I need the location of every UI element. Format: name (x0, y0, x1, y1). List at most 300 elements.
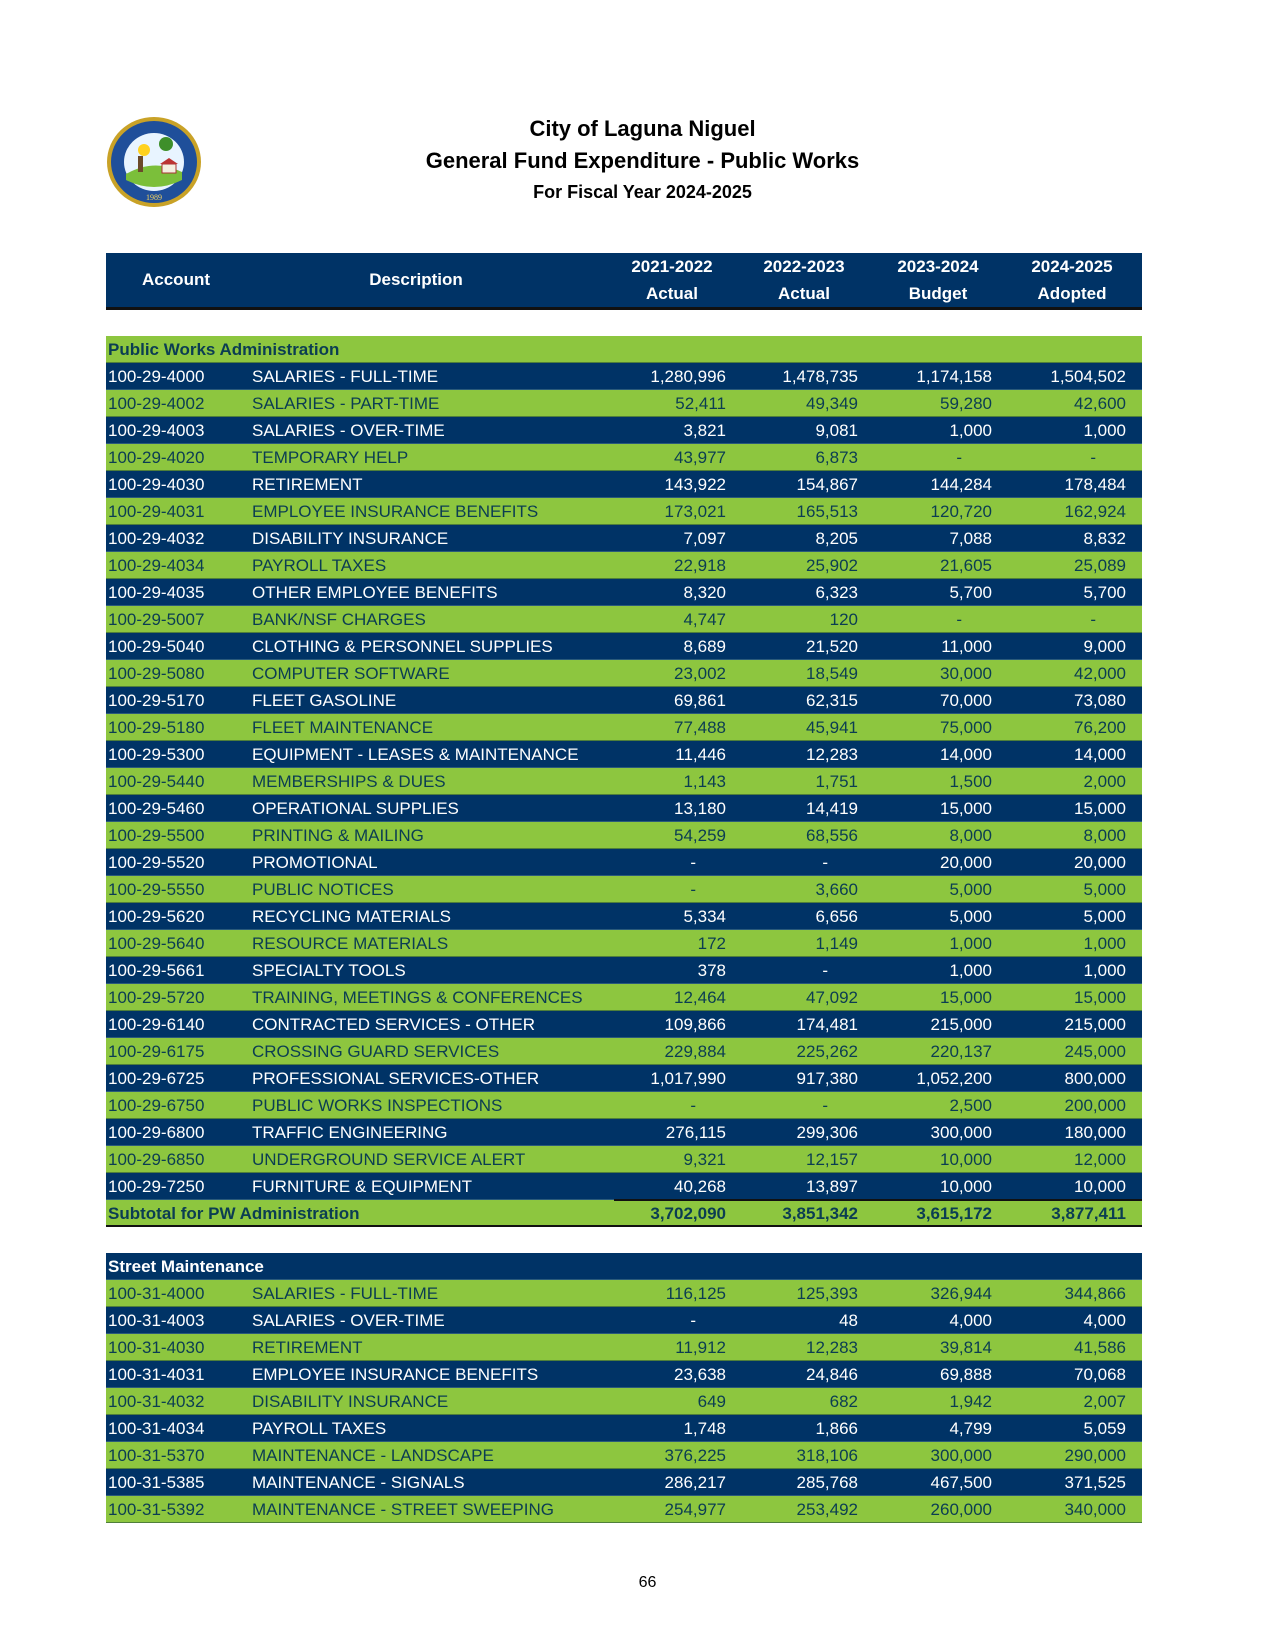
actual-2022-2023-value: 6,873 (815, 448, 858, 467)
col-description: Description (369, 270, 463, 289)
adopted-2024-2025-value: 5,000 (1083, 880, 1126, 899)
adopted-2024-2025-value: 8,000 (1083, 826, 1126, 845)
budget-2023-2024-value: 467,500 (930, 1473, 992, 1492)
table-row (106, 1334, 1142, 1361)
account-description: PUBLIC WORKS INSPECTIONS (252, 1096, 503, 1115)
budget-2023-2024-value: 260,000 (930, 1500, 992, 1519)
adopted-2024-2025-value: 178,484 (1064, 475, 1126, 494)
actual-2021-2022-value: 77,488 (674, 718, 726, 737)
account-number: 100-29-5180 (108, 718, 205, 737)
actual-2022-2023-value: 62,315 (806, 691, 858, 710)
account-number: 100-29-5640 (108, 934, 205, 953)
actual-2022-2023-value: 1,478,735 (782, 367, 858, 386)
adopted-2024-2025-value: 76,200 (1074, 718, 1126, 737)
spacer (106, 310, 1142, 336)
budget-2023-2024-value: 4,799 (949, 1419, 992, 1438)
budget-2023-2024-value: 15,000 (940, 799, 992, 818)
col-2023-2024: 2023-2024 Budget (897, 257, 979, 303)
budget-2023-2024-value: 1,000 (949, 421, 992, 440)
actual-2022-2023-value: - (822, 1096, 828, 1115)
actual-2021-2022-value: 7,097 (683, 529, 726, 548)
adopted-2024-2025-value: 2,000 (1083, 772, 1126, 791)
account-number: 100-31-4030 (108, 1338, 205, 1357)
table-row (106, 1496, 1142, 1523)
subtotal-value: 3,877,411 (1051, 1204, 1126, 1223)
budget-2023-2024-value: 10,000 (940, 1177, 992, 1196)
account-description: TRAINING, MEETINGS & CONFERENCES (252, 988, 583, 1007)
adopted-2024-2025-value: 12,000 (1074, 1150, 1126, 1169)
account-description: OTHER EMPLOYEE BENEFITS (252, 583, 498, 602)
account-number: 100-31-4003 (108, 1311, 205, 1330)
account-description: RETIREMENT (252, 475, 363, 494)
actual-2021-2022-value: 23,638 (674, 1365, 726, 1384)
table-row (106, 1307, 1142, 1334)
account-description: CROSSING GUARD SERVICES (252, 1042, 500, 1061)
table-row (106, 1388, 1142, 1415)
account-number: 100-29-5550 (108, 880, 205, 899)
actual-2022-2023-value: 1,149 (815, 934, 858, 953)
table-row (106, 1361, 1142, 1388)
account-description: OPERATIONAL SUPPLIES (252, 799, 459, 818)
adopted-2024-2025-value: 5,000 (1083, 907, 1126, 926)
actual-2021-2022-value: 173,021 (664, 502, 726, 521)
account-description: PROFESSIONAL SERVICES-OTHER (252, 1069, 540, 1088)
actual-2021-2022-value: - (690, 1311, 696, 1330)
adopted-2024-2025-value: 290,000 (1064, 1446, 1126, 1465)
actual-2021-2022-value: 4,747 (683, 610, 726, 629)
adopted-2024-2025-value: 15,000 (1074, 988, 1126, 1007)
actual-2021-2022-value: 376,225 (664, 1446, 726, 1465)
account-number: 100-31-4000 (108, 1284, 205, 1303)
actual-2021-2022-value: 13,180 (674, 799, 726, 818)
table-row (106, 363, 1142, 390)
actual-2022-2023-value: 285,768 (796, 1473, 858, 1492)
adopted-2024-2025-value: 10,000 (1074, 1177, 1126, 1196)
actual-2022-2023-value: 47,092 (806, 988, 858, 1007)
budget-2023-2024-value: 75,000 (940, 718, 992, 737)
account-description: RESOURCE MATERIALS (252, 934, 449, 953)
actual-2021-2022-value: 8,320 (683, 583, 726, 602)
account-description: EMPLOYEE INSURANCE BENEFITS (252, 502, 539, 521)
budget-2023-2024-value: - (956, 448, 962, 467)
account-number: 100-31-4031 (108, 1365, 205, 1384)
account-description: SALARIES - PART-TIME (252, 394, 440, 413)
adopted-2024-2025-value: 42,600 (1074, 394, 1126, 413)
subtotal-label: Subtotal for PW Administration (108, 1204, 360, 1223)
table-row (106, 768, 1142, 795)
adopted-2024-2025-value: 200,000 (1064, 1096, 1126, 1115)
account-number: 100-31-5370 (108, 1446, 205, 1465)
account-number: 100-29-6850 (108, 1150, 205, 1169)
table-row (106, 714, 1142, 741)
table-row (106, 1442, 1142, 1469)
actual-2021-2022-value: 43,977 (674, 448, 726, 467)
expenditure-table (106, 253, 1142, 1523)
account-description: FURNITURE & EQUIPMENT (252, 1177, 473, 1196)
account-description: DISABILITY INSURANCE (252, 1392, 449, 1411)
adopted-2024-2025-value: 25,089 (1074, 556, 1126, 575)
budget-2023-2024-value: 14,000 (940, 745, 992, 764)
budget-2023-2024-value: 8,000 (949, 826, 992, 845)
adopted-2024-2025-value: 2,007 (1083, 1392, 1126, 1411)
actual-2022-2023-value: 253,492 (796, 1500, 858, 1519)
account-description: MAINTENANCE - LANDSCAPE (252, 1446, 494, 1465)
actual-2022-2023-value: 6,323 (815, 583, 858, 602)
account-description: FLEET MAINTENANCE (252, 718, 434, 737)
table-body (106, 336, 1142, 1523)
page-number: 66 (638, 1574, 657, 1591)
table-header (106, 253, 1142, 310)
adopted-2024-2025-value: 15,000 (1074, 799, 1126, 818)
table-row (106, 930, 1142, 957)
section-title: Street Maintenance (106, 1253, 1142, 1280)
table-row (106, 1038, 1142, 1065)
adopted-2024-2025-value: 215,000 (1064, 1015, 1126, 1034)
table-row (106, 795, 1142, 822)
table-row (106, 633, 1142, 660)
adopted-2024-2025-value: 1,000 (1083, 961, 1126, 980)
actual-2022-2023-value: 13,897 (806, 1177, 858, 1196)
account-number: 100-29-4031 (108, 502, 205, 521)
actual-2022-2023-value: 9,081 (815, 421, 858, 440)
account-description: COMPUTER SOFTWARE (252, 664, 450, 683)
account-number: 100-29-4032 (108, 529, 205, 548)
actual-2022-2023-value: 6,656 (815, 907, 858, 926)
account-number: 100-29-5040 (108, 637, 205, 656)
actual-2021-2022-value: 5,334 (683, 907, 726, 926)
budget-2023-2024-value: 5,000 (949, 907, 992, 926)
account-number: 100-29-5661 (108, 961, 205, 980)
actual-2022-2023-value: 48 (839, 1311, 858, 1330)
account-number: 100-29-5440 (108, 772, 205, 791)
actual-2021-2022-value: 11,446 (675, 745, 726, 764)
table-row (106, 525, 1142, 552)
adopted-2024-2025-value: 1,000 (1083, 934, 1126, 953)
actual-2022-2023-value: 120 (829, 610, 858, 629)
adopted-2024-2025-value: 20,000 (1074, 853, 1126, 872)
account-description: RETIREMENT (252, 1338, 363, 1357)
col-account: Account (142, 270, 210, 289)
adopted-2024-2025-value: 344,866 (1064, 1284, 1126, 1303)
actual-2022-2023-value: 8,205 (815, 529, 858, 548)
adopted-2024-2025-value: 5,059 (1083, 1419, 1126, 1438)
table-row (106, 741, 1142, 768)
subtotal-value: 3,851,342 (782, 1204, 858, 1223)
actual-2021-2022-value: 254,977 (664, 1500, 726, 1519)
account-description: EQUIPMENT - LEASES & MAINTENANCE (252, 745, 579, 764)
table-row (106, 687, 1142, 714)
account-description: CONTRACTED SERVICES - OTHER (252, 1015, 536, 1034)
actual-2021-2022-value: 286,217 (664, 1473, 726, 1492)
budget-2023-2024-value: 5,000 (949, 880, 992, 899)
account-number: 100-29-5080 (108, 664, 205, 683)
budget-2023-2024-value: 1,500 (949, 772, 992, 791)
actual-2021-2022-value: 8,689 (683, 637, 726, 656)
account-number: 100-29-4002 (108, 394, 205, 413)
actual-2021-2022-value: 52,411 (675, 394, 726, 413)
account-description: EMPLOYEE INSURANCE BENEFITS (252, 1365, 539, 1384)
table-row (106, 1173, 1142, 1200)
budget-2023-2024-value: 69,888 (940, 1365, 992, 1384)
account-description: SALARIES - OVER-TIME (252, 421, 445, 440)
adopted-2024-2025-value: 371,525 (1064, 1473, 1126, 1492)
adopted-2024-2025-value: 245,000 (1064, 1042, 1126, 1061)
account-number: 100-29-5520 (108, 853, 205, 872)
actual-2021-2022-value: - (690, 1096, 696, 1115)
account-number: 100-29-6725 (108, 1069, 205, 1088)
table-row (106, 903, 1142, 930)
adopted-2024-2025-value: 73,080 (1074, 691, 1126, 710)
actual-2022-2023-value: 3,660 (815, 880, 858, 899)
adopted-2024-2025-value: 14,000 (1074, 745, 1126, 764)
account-number: 100-29-4020 (108, 448, 205, 467)
table-row (106, 1469, 1142, 1496)
adopted-2024-2025-value: 5,700 (1083, 583, 1126, 602)
svg-text:1989: 1989 (146, 193, 162, 202)
actual-2021-2022-value: 649 (697, 1392, 726, 1411)
budget-2023-2024-value: 5,700 (949, 583, 992, 602)
actual-2022-2023-value: 25,902 (806, 556, 858, 575)
adopted-2024-2025-value: - (1090, 448, 1096, 467)
table-row (106, 1415, 1142, 1442)
actual-2021-2022-value: 143,922 (664, 475, 726, 494)
table-row (106, 417, 1142, 444)
budget-2023-2024-value: 21,605 (940, 556, 992, 575)
budget-2023-2024-value: 1,052,200 (916, 1069, 992, 1088)
budget-2023-2024-value: 15,000 (940, 988, 992, 1007)
actual-2022-2023-value: 49,349 (806, 394, 858, 413)
subtotal-value: 3,615,172 (916, 1204, 992, 1223)
account-number: 100-29-6800 (108, 1123, 205, 1142)
actual-2021-2022-value: 12,464 (674, 988, 726, 1007)
actual-2022-2023-value: 174,481 (796, 1015, 858, 1034)
account-description: PAYROLL TAXES (252, 1419, 387, 1438)
actual-2022-2023-value: 21,520 (806, 637, 858, 656)
adopted-2024-2025-value: 1,000 (1083, 421, 1126, 440)
account-description: PRINTING & MAILING (252, 826, 424, 845)
actual-2021-2022-value: - (690, 853, 696, 872)
account-number: 100-31-5392 (108, 1500, 205, 1519)
actual-2021-2022-value: 1,280,996 (650, 367, 726, 386)
budget-2023-2024-value: 39,814 (940, 1338, 992, 1357)
table-row (106, 498, 1142, 525)
table-row (106, 876, 1142, 903)
table-row (106, 471, 1142, 498)
account-description: DISABILITY INSURANCE (252, 529, 449, 548)
subtotal-value: 3,702,090 (650, 1204, 726, 1223)
account-description: BANK/NSF CHARGES (252, 610, 426, 629)
adopted-2024-2025-value: 41,586 (1074, 1338, 1126, 1357)
actual-2021-2022-value: 1,748 (683, 1419, 726, 1438)
actual-2021-2022-value: 276,115 (665, 1123, 726, 1142)
budget-2023-2024-value: 300,000 (930, 1123, 992, 1142)
table-row (106, 660, 1142, 687)
budget-2023-2024-value: 1,174,158 (916, 367, 992, 386)
account-description: TRAFFIC ENGINEERING (252, 1123, 448, 1142)
adopted-2024-2025-value: 162,924 (1064, 502, 1126, 521)
subtotal-row (106, 1200, 1142, 1227)
adopted-2024-2025-value: 180,000 (1064, 1123, 1126, 1142)
actual-2022-2023-value: 917,380 (796, 1069, 858, 1088)
account-number: 100-31-4032 (108, 1392, 205, 1411)
account-number: 100-31-5385 (108, 1473, 205, 1492)
adopted-2024-2025-value: - (1090, 610, 1096, 629)
adopted-2024-2025-value: 4,000 (1083, 1311, 1126, 1330)
budget-2023-2024-value: 20,000 (940, 853, 992, 872)
actual-2022-2023-value: 125,393 (796, 1284, 858, 1303)
budget-2023-2024-value: 30,000 (940, 664, 992, 683)
table-row (106, 390, 1142, 417)
budget-2023-2024-value: - (956, 610, 962, 629)
table-row (106, 984, 1142, 1011)
actual-2021-2022-value: 172 (697, 934, 726, 953)
account-number: 100-29-4035 (108, 583, 205, 602)
account-number: 100-29-5500 (108, 826, 205, 845)
adopted-2024-2025-value: 42,000 (1074, 664, 1126, 683)
actual-2022-2023-value: 154,867 (796, 475, 858, 494)
actual-2022-2023-value: 318,106 (796, 1446, 858, 1465)
account-description: SALARIES - OVER-TIME (252, 1311, 445, 1330)
account-number: 100-29-7250 (108, 1177, 205, 1196)
fiscal-year: For Fiscal Year 2024-2025 (533, 182, 752, 202)
actual-2021-2022-value: 1,143 (683, 772, 726, 791)
page-header (0, 113, 1275, 207)
actual-2022-2023-value: 165,513 (796, 502, 858, 521)
account-description: SPECIALTY TOOLS (252, 961, 406, 980)
account-number: 100-29-5300 (108, 745, 205, 764)
actual-2022-2023-value: 12,283 (806, 1338, 858, 1357)
account-description: TEMPORARY HELP (252, 448, 409, 467)
budget-2023-2024-value: 326,944 (930, 1284, 992, 1303)
account-description: PROMOTIONAL (252, 853, 378, 872)
budget-2023-2024-value: 7,088 (949, 529, 992, 548)
actual-2022-2023-value: 14,419 (806, 799, 858, 818)
account-number: 100-29-4030 (108, 475, 205, 494)
table-row (106, 822, 1142, 849)
adopted-2024-2025-value: 70,068 (1074, 1365, 1126, 1384)
table-row (106, 849, 1142, 876)
actual-2021-2022-value: - (690, 880, 696, 899)
actual-2022-2023-value: 1,866 (815, 1419, 858, 1438)
col-2024-2025: 2024-2025 Adopted (1031, 257, 1113, 303)
table-row (106, 1119, 1142, 1146)
budget-2023-2024-value: 1,000 (949, 961, 992, 980)
actual-2022-2023-value: 45,941 (806, 718, 858, 737)
account-number: 100-29-4000 (108, 367, 205, 386)
account-description: PAYROLL TAXES (252, 556, 387, 575)
actual-2021-2022-value: 229,884 (664, 1042, 726, 1061)
account-description: RECYCLING MATERIALS (252, 907, 452, 926)
budget-2023-2024-value: 215,000 (930, 1015, 992, 1034)
account-number: 100-29-5720 (108, 988, 205, 1007)
col-2022-2023: 2022-2023 Actual (763, 257, 845, 303)
account-number: 100-29-5007 (108, 610, 205, 629)
account-number: 100-29-4034 (108, 556, 205, 575)
adopted-2024-2025-value: 8,832 (1083, 529, 1126, 548)
account-description: SALARIES - FULL-TIME (252, 367, 439, 386)
budget-2023-2024-value: 4,000 (949, 1311, 992, 1330)
table-row (106, 552, 1142, 579)
budget-2023-2024-value: 144,284 (930, 475, 992, 494)
account-number: 100-29-5170 (108, 691, 205, 710)
table-row (106, 1280, 1142, 1307)
city-name: City of Laguna Niguel (529, 116, 756, 141)
account-description: UNDERGROUND SERVICE ALERT (252, 1150, 526, 1169)
section-spacer (106, 1227, 1142, 1253)
actual-2021-2022-value: 378 (697, 961, 726, 980)
actual-2022-2023-value: 24,846 (806, 1365, 858, 1384)
table-row (106, 579, 1142, 606)
account-description: MAINTENANCE - STREET SWEEPING (252, 1500, 554, 1519)
actual-2021-2022-value: 23,002 (674, 664, 726, 683)
actual-2022-2023-value: 12,157 (806, 1150, 858, 1169)
budget-2023-2024-value: 70,000 (940, 691, 992, 710)
budget-2023-2024-value: 300,000 (930, 1446, 992, 1465)
actual-2021-2022-value: 1,017,990 (650, 1069, 726, 1088)
budget-2023-2024-value: 10,000 (940, 1150, 992, 1169)
account-description: SALARIES - FULL-TIME (252, 1284, 439, 1303)
actual-2022-2023-value: - (822, 853, 828, 872)
account-number: 100-29-6140 (108, 1015, 205, 1034)
actual-2021-2022-value: 3,821 (683, 421, 726, 440)
budget-2023-2024-value: 220,137 (930, 1042, 992, 1061)
adopted-2024-2025-value: 9,000 (1083, 637, 1126, 656)
actual-2021-2022-value: 69,861 (674, 691, 726, 710)
actual-2022-2023-value: 12,283 (806, 745, 858, 764)
actual-2022-2023-value: 1,751 (815, 772, 858, 791)
account-description: PUBLIC NOTICES (252, 880, 394, 899)
account-description: CLOTHING & PERSONNEL SUPPLIES (252, 637, 553, 656)
budget-2023-2024-value: 11,000 (941, 637, 992, 656)
account-number: 100-29-6175 (108, 1042, 205, 1061)
actual-2021-2022-value: 22,918 (674, 556, 726, 575)
table-row (106, 444, 1142, 471)
table-row (106, 1146, 1142, 1173)
adopted-2024-2025-value: 1,504,502 (1050, 367, 1126, 386)
report-title: General Fund Expenditure - Public Works (425, 148, 860, 173)
account-number: 100-29-5620 (108, 907, 205, 926)
adopted-2024-2025-value: 800,000 (1064, 1069, 1126, 1088)
table-row (106, 606, 1142, 633)
actual-2021-2022-value: 9,321 (683, 1150, 726, 1169)
account-number: 100-31-4034 (108, 1419, 205, 1438)
account-number: 100-29-4003 (108, 421, 205, 440)
actual-2021-2022-value: 11,912 (675, 1338, 726, 1357)
table-row (106, 1011, 1142, 1038)
actual-2022-2023-value: 299,306 (796, 1123, 858, 1142)
col-2021-2022: 2021-2022 Actual (631, 257, 713, 303)
actual-2022-2023-value: 225,262 (796, 1042, 858, 1061)
table-row (106, 1065, 1142, 1092)
account-number: 100-29-5460 (108, 799, 205, 818)
section-title: Public Works Administration (106, 336, 1142, 363)
actual-2021-2022-value: 116,125 (665, 1284, 726, 1303)
actual-2021-2022-value: 54,259 (674, 826, 726, 845)
account-number: 100-29-6750 (108, 1096, 205, 1115)
budget-2023-2024-value: 1,942 (949, 1392, 992, 1411)
budget-2023-2024-value: 120,720 (930, 502, 992, 521)
table-row (106, 1092, 1142, 1119)
table-row (106, 957, 1142, 984)
actual-2022-2023-value: 68,556 (806, 826, 858, 845)
actual-2022-2023-value: - (822, 961, 828, 980)
account-description: FLEET GASOLINE (252, 691, 397, 710)
actual-2021-2022-value: 40,268 (674, 1177, 726, 1196)
actual-2022-2023-value: 18,549 (806, 664, 858, 683)
adopted-2024-2025-value: 340,000 (1064, 1500, 1126, 1519)
budget-2023-2024-value: 2,500 (949, 1096, 992, 1115)
budget-2023-2024-value: 59,280 (940, 394, 992, 413)
